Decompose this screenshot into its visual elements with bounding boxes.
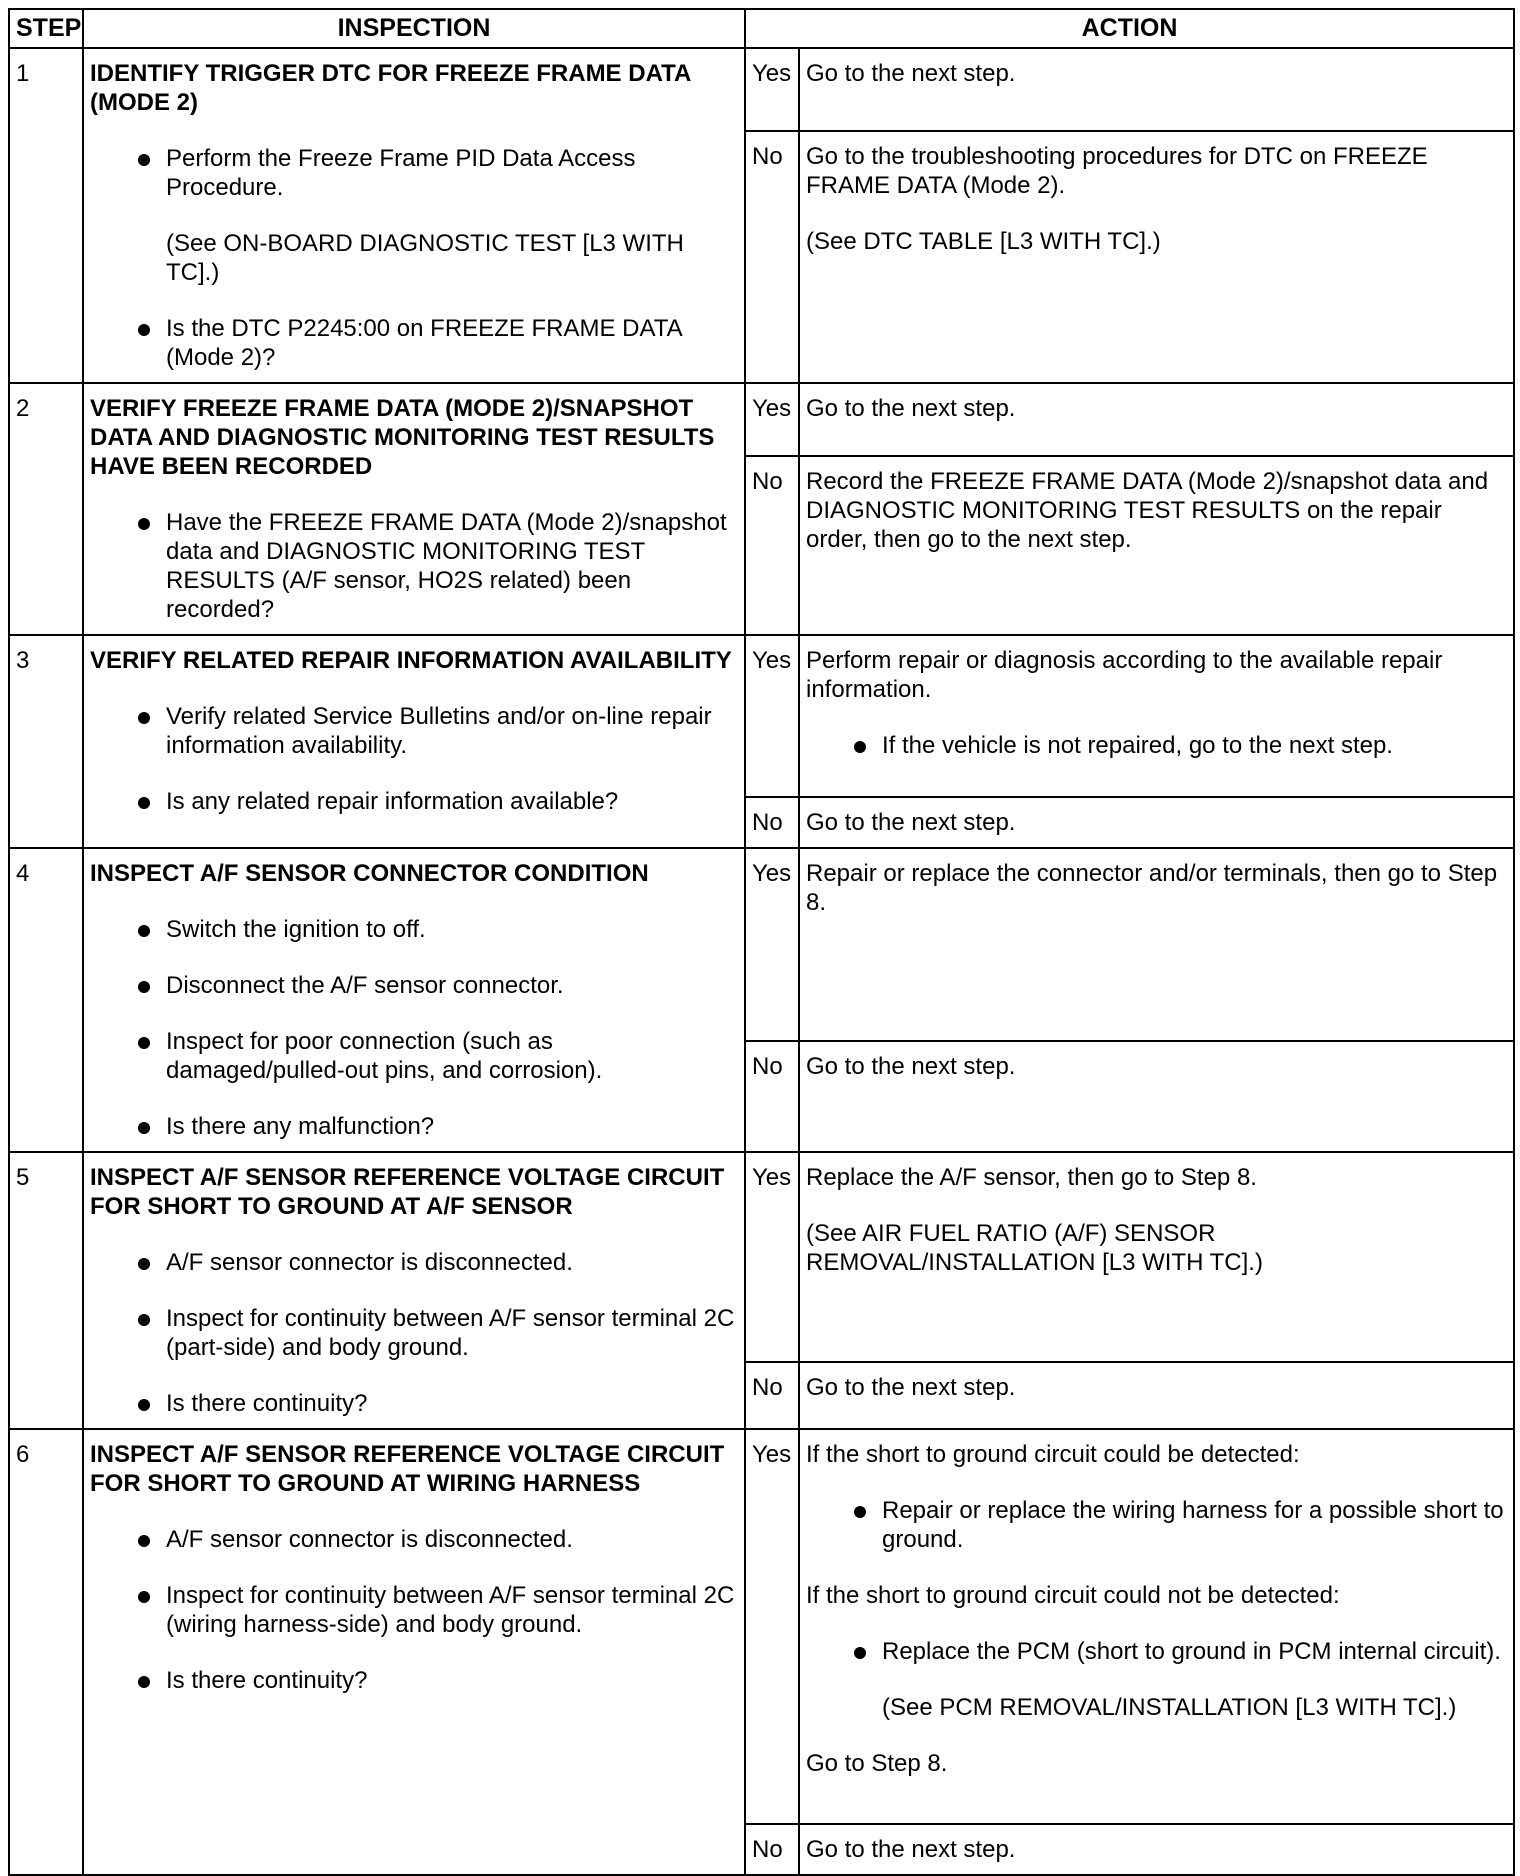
step-2-inspection [83,383,745,635]
inspection-bullet: A/F sensor connector is disconnected. [90,1248,738,1277]
yes-label: Yes [745,635,799,797]
step-title: VERIFY RELATED REPAIR INFORMATION AVAILABILITY [90,647,732,674]
step-3-inspection [83,635,745,848]
action-bullet-list [806,1496,1507,1554]
diagnostic-procedure-table [8,8,1515,1876]
no-action [799,1824,1514,1875]
action-bullet-list [806,1637,1507,1722]
inspection-bullet: Is any related repair information available? [90,787,738,816]
action-bullet [806,1637,1507,1722]
inspection-bullet [90,144,738,287]
yes-action [799,48,1514,131]
step-number: 3 [9,635,83,848]
action-text: Go to the next step. [806,60,1016,87]
no-label: No [745,797,799,848]
step-number: 4 [9,848,83,1152]
step-column-header: STEP [9,9,83,48]
action-bullet-list [806,731,1507,760]
step-number: 6 [9,1429,83,1875]
action-text: If the short to ground circuit could be detected: [806,1441,1300,1468]
reference-note: (See DTC TABLE [L3 WITH TC].) [806,228,1161,256]
action-text: Go to the next step. [806,1053,1016,1081]
inspection-bullet: Switch the ignition to off. [90,915,738,944]
step-number: 2 [9,383,83,635]
no-label: No [745,1362,799,1429]
action-text: Replace the A/F sensor, then go to Step 8. [806,1164,1257,1191]
yes-action [799,383,1514,456]
no-label: No [745,456,799,635]
yes-label: Yes [745,1152,799,1362]
no-label: No [745,1041,799,1152]
no-action [799,456,1514,635]
action-column-header: ACTION [745,9,1514,48]
reference-note: (See PCM REMOVAL/INSTALLATION [L3 WITH TC].) [882,1694,1457,1721]
yes-action [799,1152,1514,1362]
action-bullet: Repair or replace the wiring harness for a possible short to ground. [806,1496,1507,1554]
yes-label: Yes [745,48,799,131]
inspection-bullet: Inspect for continuity between A/F sensor terminal 2C (wiring harness-side) and body ground. [90,1581,738,1639]
step-5-inspection [83,1152,745,1429]
step-title: INSPECT A/F SENSOR REFERENCE VOLTAGE CIRCUIT FOR SHORT TO GROUND AT WIRING HARNESS [90,1441,725,1497]
inspection-bullet: Is there any malfunction? [90,1112,738,1141]
reference-note: (See AIR FUEL RATIO (A/F) SENSOR REMOVAL/INSTALLATION [L3 WITH TC].) [806,1220,1263,1276]
no-label: No [745,1824,799,1875]
action-text: Repair or replace the connector and/or terminals, then go to Step 8. [806,860,1498,916]
step-6-inspection [83,1429,745,1875]
inspection-bullet-list [90,702,738,816]
no-label: No [745,131,799,383]
yes-label: Yes [745,383,799,456]
inspection-bullet: Is there continuity? [90,1666,738,1695]
reference-note: (See ON-BOARD DIAGNOSTIC TEST [L3 WITH TC].) [166,230,684,286]
bullet-text: Perform the Freeze Frame PID Data Access Procedure. [166,145,636,201]
step-4-yes-row [9,848,1514,1041]
yes-action [799,635,1514,797]
step-title: IDENTIFY TRIGGER DTC FOR FREEZE FRAME DATA (MODE 2) [90,60,691,116]
action-text: If the short to ground circuit could not be detected: [806,1582,1340,1609]
step-2-yes-row [9,383,1514,456]
action-bullet: If the vehicle is not repaired, go to the next step. [806,731,1507,760]
no-action [799,797,1514,848]
inspection-bullet-list [90,915,738,1141]
header-row [9,9,1514,48]
inspection-bullet: A/F sensor connector is disconnected. [90,1525,738,1554]
inspection-bullet-list [90,1525,738,1695]
action-text: Go to the next step. [806,809,1016,836]
inspection-bullet-list [90,1248,738,1418]
inspection-bullet-list [90,144,738,372]
inspection-bullet: Is the DTC P2245:00 on FREEZE FRAME DATA (Mode 2)? [90,314,738,372]
inspection-bullet: Inspect for continuity between A/F sensor terminal 2C (part-side) and body ground. [90,1304,738,1362]
action-text: Perform repair or diagnosis according to the available repair information. [806,647,1443,703]
inspection-bullet-list [90,508,738,624]
no-action [799,1041,1514,1152]
yes-label: Yes [745,1429,799,1824]
step-title: INSPECT A/F SENSOR CONNECTOR CONDITION [90,860,649,887]
step-5-yes-row [9,1152,1514,1362]
inspection-bullet: Have the FREEZE FRAME DATA (Mode 2)/snapshot data and DIAGNOSTIC MONITORING TEST RESULTS (A/F sensor, HO2S related) been recorded? [90,508,738,624]
step-number: 5 [9,1152,83,1429]
step-title: INSPECT A/F SENSOR REFERENCE VOLTAGE CIRCUIT FOR SHORT TO GROUND AT A/F SENSOR [90,1164,725,1220]
step-4-inspection [83,848,745,1152]
action-text: Go to Step 8. [806,1750,948,1777]
no-action [799,131,1514,383]
yes-label: Yes [745,848,799,1041]
step-6-yes-row [9,1429,1514,1824]
yes-action [799,848,1514,1041]
action-text: Go to the next step. [806,1373,1016,1401]
step-3-yes-row [9,635,1514,797]
inspection-bullet: Is there continuity? [90,1389,738,1418]
no-action [799,1362,1514,1429]
action-text: Go to the troubleshooting procedures for DTC on FREEZE FRAME DATA (Mode 2). [806,143,1428,200]
action-text: Go to the next step. [806,1836,1016,1863]
step-number: 1 [9,48,83,383]
action-text: Record the FREEZE FRAME DATA (Mode 2)/snapshot data and DIAGNOSTIC MONITORING TEST RESULTS on the repair order, then go to the next step. [806,468,1489,554]
inspection-bullet: Verify related Service Bulletins and/or on-line repair information availability. [90,702,738,760]
step-1-yes-row [9,48,1514,131]
action-text: Go to the next step. [806,395,1016,422]
inspection-bullet: Inspect for poor connection (such as damaged/pulled-out pins, and corrosion). [90,1027,738,1085]
inspection-column-header: INSPECTION [83,9,745,48]
step-title: VERIFY FREEZE FRAME DATA (MODE 2)/SNAPSHOT DATA AND DIAGNOSTIC MONITORING TEST RESULTS HAVE BEEN RECORDED [90,395,715,480]
yes-action [799,1429,1514,1824]
step-1-inspection [83,48,745,383]
bullet-text: Replace the PCM (short to ground in PCM internal circuit). [882,1638,1501,1665]
inspection-bullet: Disconnect the A/F sensor connector. [90,971,738,1000]
